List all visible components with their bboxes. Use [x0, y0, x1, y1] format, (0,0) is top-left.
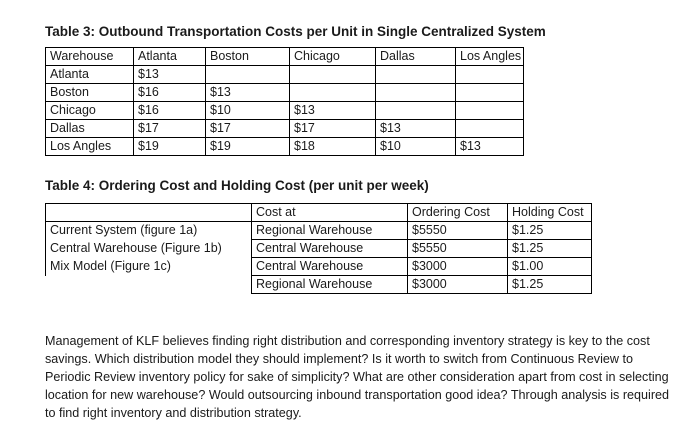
- table-cell: [456, 66, 524, 84]
- table-cell: [290, 66, 376, 84]
- table-header-row: [46, 204, 592, 222]
- header-cell: Holding Cost: [508, 204, 592, 222]
- table-cell: $17: [134, 120, 206, 138]
- table-cell: [376, 84, 456, 102]
- table-cell: $13: [290, 102, 376, 120]
- row-label-cell: [46, 276, 252, 294]
- table-cell: Regional Warehouse: [252, 222, 408, 240]
- table-cell: Regional Warehouse: [252, 276, 408, 294]
- table-cell: $3000: [408, 258, 508, 276]
- table-cell: $10: [206, 102, 290, 120]
- body-paragraph: Management of KLF believes finding right distribution and corresponding inventory strategy is key to the cost savings. Which distribution model they should implement? Is it worth to switch from Continuous Review to Periodic Review inventory policy for sake of simplicity? What are other consideration apart from cost in selecting location for new warehouse? Would outsourcing inbound transportation good idea? Through analysis is required to find right inventory and distribution strategy.: [45, 334, 670, 420]
- header-cell: Dallas: [376, 48, 456, 66]
- row-label-cell: Current System (figure 1a): [46, 222, 252, 240]
- header-cell: Chicago: [290, 48, 376, 66]
- table-cell: $13: [134, 66, 206, 84]
- table-cell: $10: [376, 138, 456, 156]
- header-cell: Ordering Cost: [408, 204, 508, 222]
- row-label-cell: Chicago: [46, 102, 134, 120]
- table-cell: [206, 66, 290, 84]
- table-cell: $1.25: [508, 240, 592, 258]
- table-cell: [290, 84, 376, 102]
- table-row: [46, 138, 524, 156]
- table-cell: $3000: [408, 276, 508, 294]
- table-cell: $13: [376, 120, 456, 138]
- table-row: [46, 84, 524, 102]
- table-cell: $1.25: [508, 276, 592, 294]
- table-cell: [376, 102, 456, 120]
- table-cell: $19: [134, 138, 206, 156]
- row-label-cell: Los Angles: [46, 138, 134, 156]
- table-cell: [456, 120, 524, 138]
- table-cell: $13: [456, 138, 524, 156]
- header-cell: [46, 204, 252, 222]
- row-label-cell: Dallas: [46, 120, 134, 138]
- table-cell: $19: [206, 138, 290, 156]
- table-cell: [376, 66, 456, 84]
- table-cell: $5550: [408, 222, 508, 240]
- header-cell: Los Angles: [456, 48, 524, 66]
- header-cell: Warehouse: [46, 48, 134, 66]
- table-cell: $5550: [408, 240, 508, 258]
- table-row: [46, 102, 524, 120]
- table-cell: $16: [134, 84, 206, 102]
- table-cell: $17: [290, 120, 376, 138]
- row-label-cell: Boston: [46, 84, 134, 102]
- table-cell: $1.00: [508, 258, 592, 276]
- table-row: [46, 240, 592, 258]
- table-row: [46, 258, 592, 276]
- table-header-row: [46, 48, 524, 66]
- header-cell: Cost at: [252, 204, 408, 222]
- table4-caption: Table 4: Ordering Cost and Holding Cost (per unit per week): [45, 178, 429, 193]
- table-cell: [456, 84, 524, 102]
- header-cell: Boston: [206, 48, 290, 66]
- table-row: [46, 66, 524, 84]
- table-cell: $17: [206, 120, 290, 138]
- table-row: [46, 276, 592, 294]
- table-cell: $1.25: [508, 222, 592, 240]
- header-cell: Atlanta: [134, 48, 206, 66]
- table3-caption: Table 3: Outbound Transportation Costs per Unit in Single Centralized System: [45, 24, 546, 39]
- table-cell: $13: [206, 84, 290, 102]
- table-row: [46, 120, 524, 138]
- row-label-cell: Central Warehouse (Figure 1b): [46, 240, 252, 258]
- table-cell: Central Warehouse: [252, 240, 408, 258]
- outbound-transportation-cost-table: [45, 47, 524, 156]
- ordering-holding-cost-table: [45, 203, 592, 294]
- row-label-cell: Mix Model (Figure 1c): [46, 258, 252, 276]
- table-cell: $18: [290, 138, 376, 156]
- table-row: [46, 222, 592, 240]
- table-cell: [456, 102, 524, 120]
- table-cell: $16: [134, 102, 206, 120]
- row-label-cell: Atlanta: [46, 66, 134, 84]
- table-cell: Central Warehouse: [252, 258, 408, 276]
